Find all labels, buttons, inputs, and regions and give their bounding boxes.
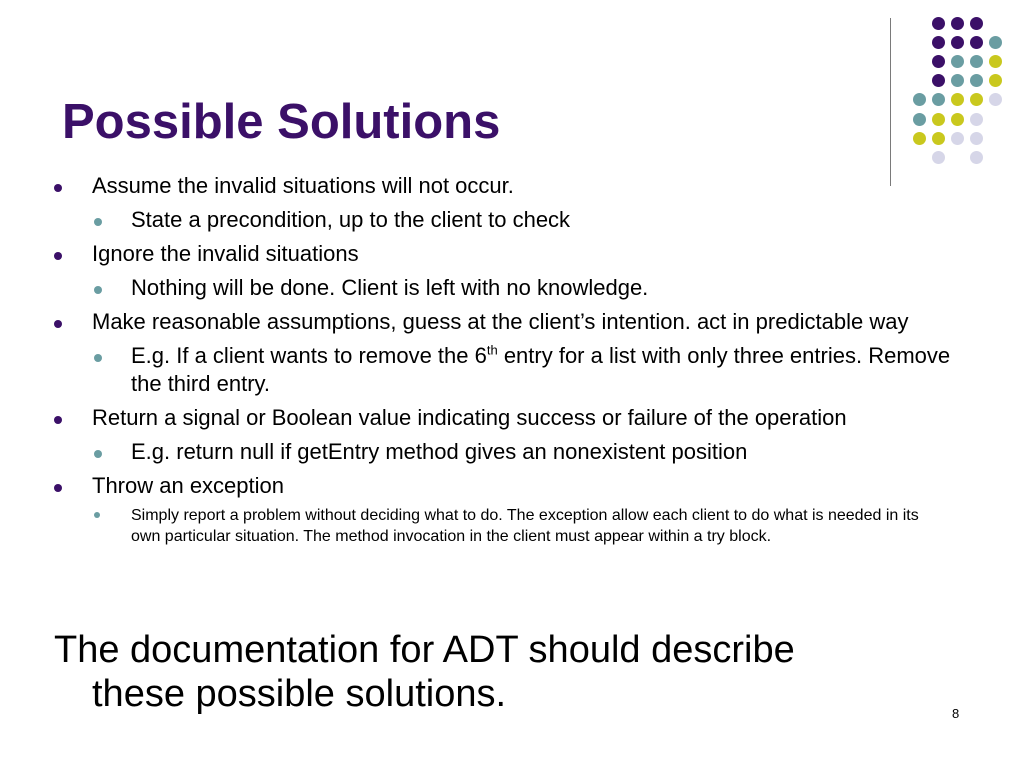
bullet-icon bbox=[54, 416, 62, 424]
bullet-text: Simply report a problem without deciding what to do. The exception allow each client to do what is needed in its own particular situation. The method invocation in the client must appear within a try block. bbox=[131, 507, 919, 545]
decorative-dot bbox=[989, 36, 1002, 49]
bullet-text: Ignore the invalid situations bbox=[92, 241, 359, 266]
decorative-dot bbox=[951, 132, 964, 145]
decorative-dot bbox=[970, 93, 983, 106]
decorative-dot bbox=[970, 17, 983, 30]
decorative-dot bbox=[970, 113, 983, 126]
sub-bullet-item bbox=[54, 342, 974, 398]
decorative-dot bbox=[970, 55, 983, 68]
decorative-dot bbox=[932, 151, 945, 164]
decorative-dot bbox=[932, 74, 945, 87]
decorative-dot bbox=[932, 36, 945, 49]
conclusion-line-2: these possible solutions. bbox=[92, 673, 507, 715]
bullet-item bbox=[54, 172, 974, 200]
decorative-dot bbox=[932, 113, 945, 126]
bullet-text: Assume the invalid situations will not occur. bbox=[92, 173, 514, 198]
decorative-dot bbox=[951, 113, 964, 126]
bullet-item bbox=[54, 472, 974, 500]
bullet-icon bbox=[94, 286, 102, 294]
decorative-dot bbox=[951, 36, 964, 49]
sub-bullet-item bbox=[54, 505, 974, 547]
decorative-dot bbox=[989, 74, 1002, 87]
bullet-text: Throw an exception bbox=[92, 473, 284, 498]
bullet-text: Make reasonable assumptions, guess at the client’s intention. act in predictable way bbox=[92, 309, 909, 334]
decorative-dot bbox=[951, 74, 964, 87]
decorative-dot bbox=[951, 17, 964, 30]
bullet-icon bbox=[94, 354, 102, 362]
bullet-text: Nothing will be done. Client is left with no knowledge. bbox=[131, 275, 649, 300]
sub-bullet-item bbox=[54, 438, 974, 466]
decorative-dot bbox=[932, 132, 945, 145]
bullet-icon bbox=[54, 484, 62, 492]
decorative-dot bbox=[913, 132, 926, 145]
bullet-text-start: E.g. If a client wants to remove the 6 bbox=[131, 343, 487, 368]
bullet-text: State a precondition, up to the client to check bbox=[131, 207, 571, 232]
slide-title: Possible Solutions bbox=[62, 95, 501, 149]
decorative-dot bbox=[932, 93, 945, 106]
bullet-text: E.g. return null if getEntry method gives an nonexistent position bbox=[131, 439, 748, 464]
bullet-item bbox=[54, 240, 974, 268]
bullet-icon bbox=[54, 320, 62, 328]
bullet-icon bbox=[94, 450, 102, 458]
superscript: th bbox=[486, 342, 498, 358]
bullet-text: Return a signal or Boolean value indicating success or failure of the operation bbox=[92, 405, 847, 430]
decorative-dot bbox=[932, 55, 945, 68]
bullet-icon bbox=[54, 252, 62, 260]
decorative-dot bbox=[951, 93, 964, 106]
decorative-dot bbox=[989, 93, 1002, 106]
decorative-dot bbox=[913, 113, 926, 126]
decorative-dot bbox=[970, 36, 983, 49]
decorative-dot bbox=[970, 74, 983, 87]
decorative-dot bbox=[970, 151, 983, 164]
decorative-dot bbox=[970, 132, 983, 145]
bullet-item bbox=[54, 308, 974, 336]
bullet-icon bbox=[94, 218, 102, 226]
bullet-icon bbox=[94, 512, 100, 518]
page-number: 8 bbox=[952, 706, 960, 721]
bullet-list bbox=[54, 166, 974, 547]
bullet-text-end: entry for a list with only three entries. Remove the third entry. bbox=[131, 343, 951, 396]
sub-bullet-item bbox=[54, 274, 974, 302]
decorative-dot bbox=[913, 93, 926, 106]
decorative-dot bbox=[932, 17, 945, 30]
sub-bullet-item bbox=[54, 206, 974, 234]
decorative-dot bbox=[989, 55, 1002, 68]
decorative-dot bbox=[951, 55, 964, 68]
bullet-item bbox=[54, 404, 974, 432]
bullet-icon bbox=[54, 184, 62, 192]
conclusion-line-1: The documentation for ADT should describe bbox=[54, 629, 795, 671]
conclusion-text bbox=[54, 628, 954, 716]
